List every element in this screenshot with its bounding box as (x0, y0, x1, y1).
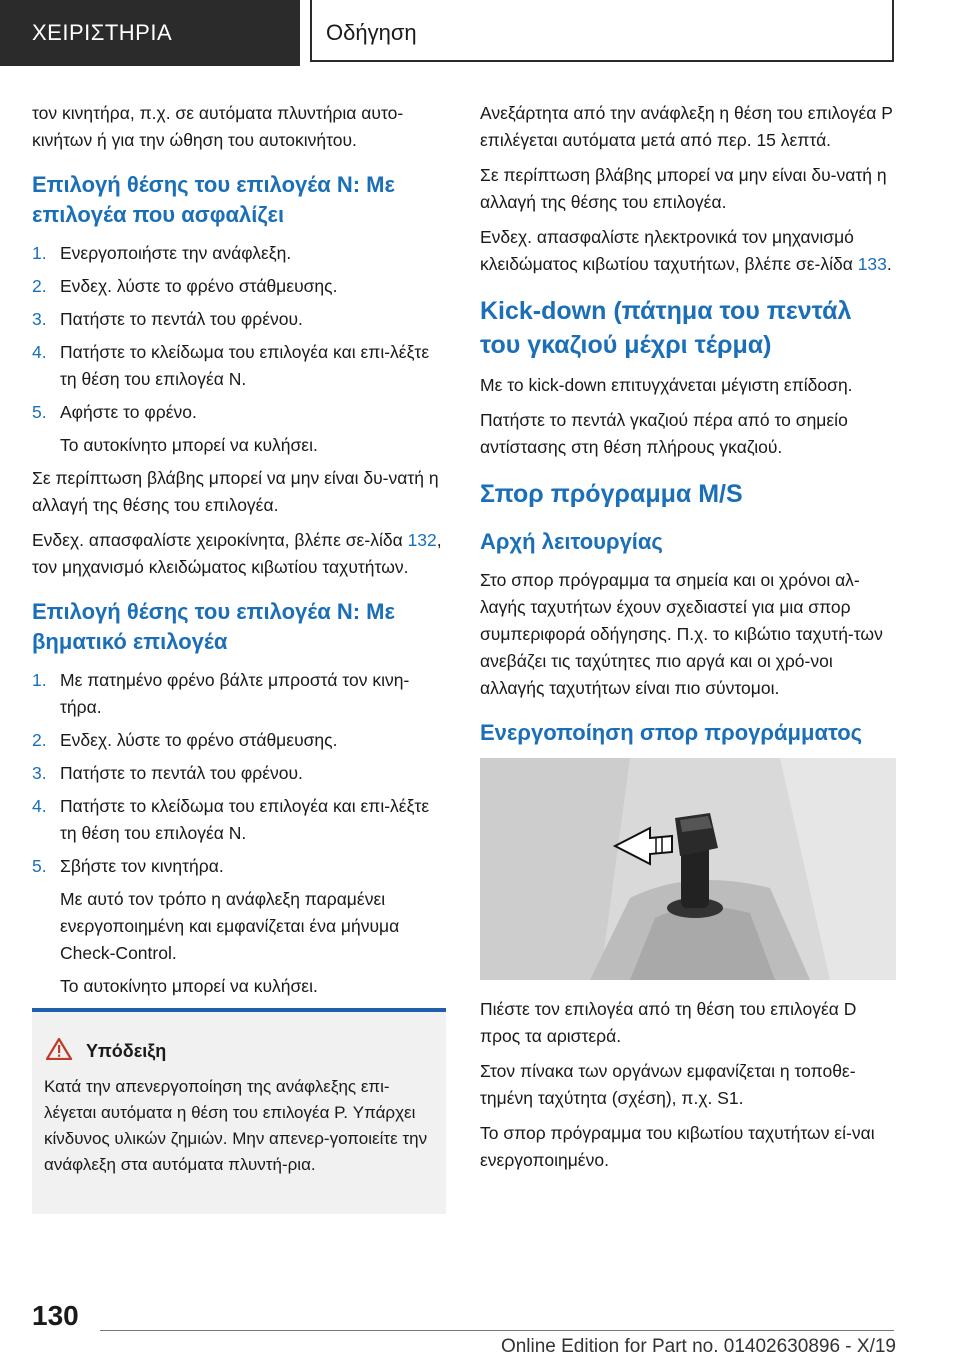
notice-text: Κατά την απενεργοποίηση της ανάφλεξης επι-λέγεται αυτόματα η θέση του επιλογέα P. Υπάρχει κίνδυνος υλικών ζημιών. Μην απενερ-γοποιείτε την ανάφλεξη στα αυτόματα πλυντή-ρια. (44, 1077, 428, 1174)
intro-paragraph: τον κινητήρα, π.χ. σε αυτόματα πλυντήρια αυτο-κινήτων ή για την ώθηση του αυτοκινήτου. (32, 103, 404, 150)
chapter-header (310, 0, 894, 62)
list-note: Το αυτοκίνητο μπορεί να κυλήσει. (60, 435, 318, 455)
paragraph: Ενδεχ. απασφαλίστε χειροκίνητα, βλέπε σε-λίδα 132, τον μηχανισμό κλειδώματος κιβωτίου ταχυτήτων. (32, 530, 442, 577)
left-column (32, 100, 446, 1006)
page-link[interactable]: 132 (407, 530, 437, 550)
list-item: 5. Αφήστε το φρένο. (32, 402, 197, 422)
list-item: 1. Ενεργοποιήστε την ανάφλεξη. (32, 243, 292, 263)
gear-selector-illustration (480, 758, 896, 980)
notice-box (32, 1008, 446, 1214)
list-item: 4. Πατήστε το κλείδωμα του επιλογέα και επι-λέξτε τη θέση του επιλογέα N. (32, 342, 430, 389)
heading-activate-sport: Ενεργοποίηση σπορ προγράμματος (480, 720, 863, 745)
paragraph: Πιέστε τον επιλογέα από τη θέση του επιλογέα D προς τα αριστερά. (480, 999, 857, 1046)
warning-icon (46, 1038, 72, 1060)
paragraph: Το σπορ πρόγραμμα του κιβωτίου ταχυτήτων εί-ναι ενεργοποιημένο. (480, 1123, 875, 1170)
heading-kickdown: Kick-down (πάτημα του πεντάλ του γκαζιού μέχρι τέρμα) (480, 297, 852, 359)
section-tab (0, 0, 300, 66)
footer-divider (100, 1330, 894, 1331)
heading-principle: Αρχή λειτουργίας (480, 529, 663, 554)
steps-list-1 (32, 240, 446, 426)
heading-sport-program: Σπορ πρόγραμμα M/S (480, 480, 743, 508)
chapter-title: Οδήγηση (326, 20, 417, 45)
list-item: 2. Ενδεχ. λύστε το φρένο στάθμευσης. (32, 276, 338, 296)
paragraph: Πατήστε το πεντάλ γκαζιού πέρα από το σημείο αντίστασης στη θέση πλήρους γκαζιού. (480, 410, 848, 457)
paragraph: Στον πίνακα των οργάνων εμφανίζεται η τοποθε-τημένη ταχύτητα (σχέση), π.χ. S1. (480, 1061, 856, 1108)
edition-text: Online Edition for Part no. 01402630896 - X/19 (500, 1336, 896, 1357)
list-item: 4. Πατήστε το κλείδωμα του επιλογέα και επι-λέξτε τη θέση του επιλογέα N. (32, 796, 430, 843)
heading-n-locking-selector: Επιλογή θέσης του επιλογέα N: Με επιλογέα που ασφαλίζει (32, 172, 395, 227)
paragraph: Με το kick-down επιτυγχάνεται μέγιστη επίδοση. (480, 375, 853, 395)
list-item: 1. Με πατημένο φρένο βάλτε μπροστά τον κινη-τήρα. (32, 670, 410, 717)
right-column (480, 100, 896, 1182)
list-item: 3. Πατήστε το πεντάλ του φρένου. (32, 309, 303, 329)
paragraph: Ενδεχ. απασφαλίστε ηλεκτρονικά τον μηχανισμό κλειδώματος κιβωτίου ταχυτήτων, βλέπε σε-λίδα 133. (480, 227, 892, 274)
section-title: ΧΕΙΡΙΣΤΗΡΙΑ (32, 20, 173, 45)
list-item: 3. Πατήστε το πεντάλ του φρένου. (32, 763, 303, 783)
page-number: 130 (32, 1300, 79, 1331)
list-item: 2. Ενδεχ. λύστε το φρένο στάθμευσης. (32, 730, 338, 750)
list-item: 5. Σβήστε τον κινητήρα. (32, 856, 224, 876)
notice-title: Υπόδειξη (86, 1041, 167, 1061)
paragraph: Ανεξάρτητα από την ανάφλεξη η θέση του επιλογέα P επιλέγεται αυτόματα μετά από περ. 15 λεπτά. (480, 103, 893, 150)
list-note: Με αυτό τον τρόπο η ανάφλεξη παραμένει ενεργοποιημένη και εμφανίζεται ένα μήνυμα Check-Control. (60, 889, 400, 963)
gear-selector-photo (480, 758, 896, 980)
steps-list-2 (32, 667, 446, 880)
page-link[interactable]: 133 (857, 254, 887, 274)
paragraph: Στο σπορ πρόγραμμα τα σημεία και οι χρόνοι αλ-λαγής ταχυτήτων έχουν σχεδιαστεί για μια σπορ συμπεριφορά οδήγησης. Π.χ. το κιβώτιο ταχυτή-των ανεβάζει τις ταχύτητες πιο αργά και οι χρό-νοι αλλαγής ταχυτήτων είναι πιο σύντομοι. (480, 570, 883, 698)
paragraph: Σε περίπτωση βλάβης μπορεί να μην είναι δυ-νατή η αλλαγή της θέσης του επιλογέα. (480, 165, 887, 212)
list-note: Το αυτοκίνητο μπορεί να κυλήσει. (60, 976, 318, 996)
heading-n-step-selector: Επιλογή θέσης του επιλογέα N: Με βηματικό επιλογέα (32, 599, 395, 654)
paragraph: Σε περίπτωση βλάβης μπορεί να μην είναι δυ-νατή η αλλαγή της θέσης του επιλογέα. (32, 468, 439, 515)
